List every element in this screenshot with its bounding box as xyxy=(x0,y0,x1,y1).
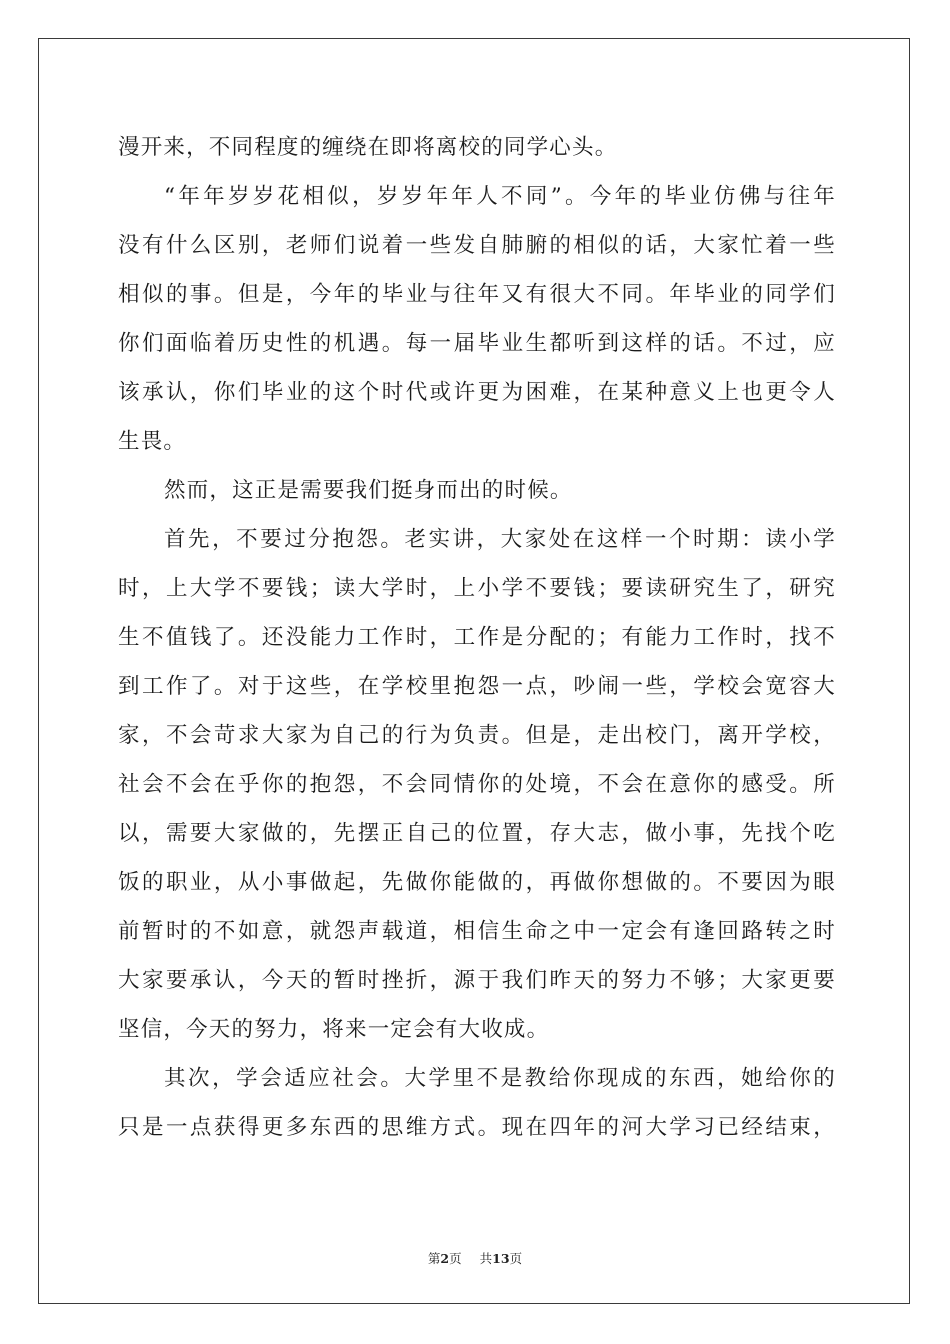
page-footer xyxy=(0,1249,950,1267)
page-suffix: 页 xyxy=(449,1251,462,1266)
text-line: 家，不会苛求大家为自己的行为负责。但是，走出校门，离开学校， xyxy=(118,723,836,748)
text-line: 只是一点获得更多东西的思维方式。现在四年的河大学习已经结束， xyxy=(118,1115,836,1140)
text-line: 生不值钱了。还没能力工作时，工作是分配的；有能力工作时，找不 xyxy=(118,625,836,650)
text-line: 你们面临着历史性的机遇。每一届毕业生都听到这样的话。不过，应 xyxy=(118,331,836,356)
text-line: 坚信，今天的努力，将来一定会有大收成。 xyxy=(118,1017,550,1042)
text-line: 以，需要大家做的，先摆正自己的位置，存大志，做小事，先找个吃 xyxy=(118,821,836,846)
text-line: 其次，学会适应社会。大学里不是教给你现成的东西，她给你的 xyxy=(164,1066,836,1091)
total-suffix: 页 xyxy=(509,1251,523,1266)
total-pages: 13 xyxy=(492,1251,510,1266)
text-line: 然而，这正是需要我们挺身而出的时候。 xyxy=(164,478,573,503)
document-body xyxy=(118,123,836,1152)
page-prefix: 第 xyxy=(427,1251,441,1266)
text-line: 没有什么区别，老师们说着一些发自肺腑的相似的话，大家忙着一些 xyxy=(118,233,836,258)
text-line: 生畏。 xyxy=(118,429,187,454)
text-line: 饭的职业，从小事做起，先做你能做的，再做你想做的。不要因为眼 xyxy=(118,870,836,895)
text-line: 相似的事。但是，今年的毕业与往年又有很大不同。年毕业的同学们 xyxy=(118,282,836,307)
text-line: 时，上大学不要钱；读大学时，上小学不要钱；要读研究生了，研究 xyxy=(118,576,836,601)
text-line: 大家要承认，今天的暂时挫折，源于我们昨天的努力不够；大家更要 xyxy=(118,968,836,993)
text-line: 前暂时的不如意，就怨声载道，相信生命之中一定会有逢回路转之时 xyxy=(118,919,836,944)
text-line: 社会不会在乎你的抱怨，不会同情你的处境，不会在意你的感受。所 xyxy=(118,772,836,797)
text-line: 漫开来，不同程度的缠绕在即将离校的同学心头。 xyxy=(118,135,618,160)
text-line: 首先，不要过分抱怨。老实讲，大家处在这样一个时期：读小学 xyxy=(164,527,836,552)
total-prefix: 共 xyxy=(479,1251,493,1266)
text-line: “年年岁岁花相似，岁岁年年人不同”。今年的毕业仿佛与往年 xyxy=(164,184,836,209)
page-number: 2 xyxy=(440,1251,450,1266)
text-line: 该承认，你们毕业的这个时代或许更为困难，在某种意义上也更令人 xyxy=(118,380,836,405)
text-line: 到工作了。对于这些，在学校里抱怨一点，吵闹一些，学校会宽容大 xyxy=(118,674,836,699)
